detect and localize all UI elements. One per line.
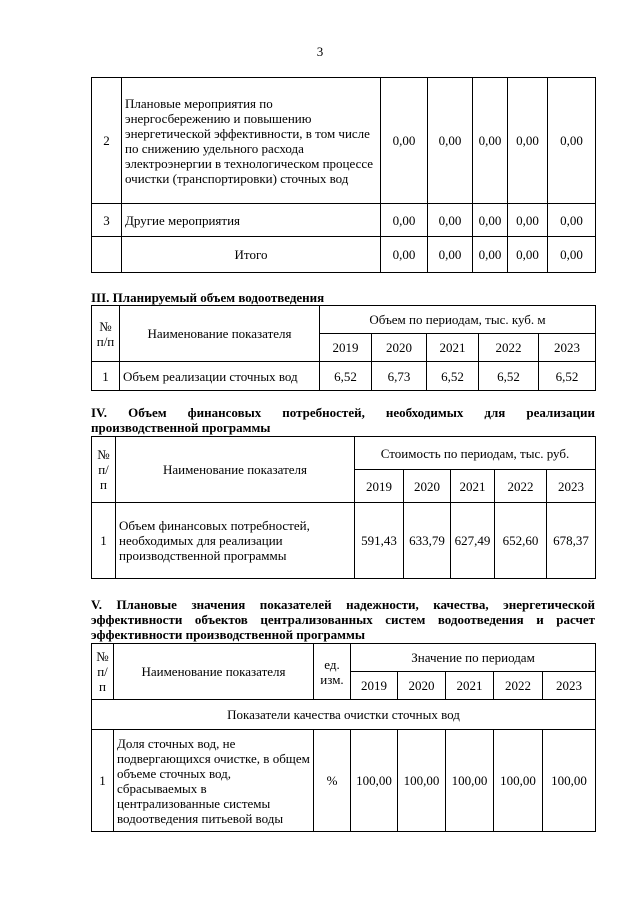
col-name-header: Наименование показателя bbox=[114, 644, 314, 700]
value-cell: 678,37 bbox=[547, 503, 596, 579]
value-cell: 0,00 bbox=[548, 78, 596, 204]
header-row bbox=[92, 644, 596, 672]
year-header: 2023 bbox=[547, 470, 596, 503]
value-cell: 652,60 bbox=[495, 503, 547, 579]
value-cell: 0,00 bbox=[428, 78, 473, 204]
col-num-header: № п/п bbox=[92, 437, 116, 503]
value-cell: 6,52 bbox=[479, 362, 539, 391]
value-cell: 0,00 bbox=[473, 204, 508, 237]
year-header: 2020 bbox=[372, 334, 427, 362]
value-cell: 0,00 bbox=[508, 237, 548, 273]
value-cell: 591,43 bbox=[355, 503, 404, 579]
col-name-header: Наименование показателя bbox=[120, 306, 320, 362]
value-cell: 0,00 bbox=[548, 237, 596, 273]
col-group-header: Стоимость по периодам, тыс. руб. bbox=[355, 437, 596, 470]
section-5-heading-line-3: эффективности производственной программы bbox=[91, 627, 366, 642]
row-name: Объем финансовых потребностей, необходимых для реализации производственной программы bbox=[116, 503, 355, 579]
col-num-header: № п/п bbox=[92, 644, 114, 700]
value-cell: 0,00 bbox=[428, 237, 473, 273]
col-num-header: № п/п bbox=[92, 306, 120, 362]
value-cell: 100,00 bbox=[446, 730, 494, 832]
drainage-volume-table bbox=[91, 305, 596, 391]
section-5-heading-line-2: эффективности объектов централизованных систем водоотведения и расчет bbox=[91, 612, 595, 627]
unit-cell: % bbox=[314, 730, 351, 832]
row-number: 1 bbox=[92, 730, 114, 832]
header-row bbox=[92, 306, 596, 334]
col-unit-header: ед. изм. bbox=[314, 644, 351, 700]
page-number: 3 bbox=[316, 44, 324, 59]
header-row bbox=[92, 437, 596, 470]
value-cell: 0,00 bbox=[473, 78, 508, 204]
row-number bbox=[92, 237, 122, 273]
year-header: 2023 bbox=[539, 334, 596, 362]
col-group-header: Значение по периодам bbox=[351, 644, 596, 672]
subheader: Показатели качества очистки сточных вод bbox=[92, 700, 596, 730]
value-cell: 0,00 bbox=[548, 204, 596, 237]
year-header: 2019 bbox=[320, 334, 372, 362]
col-name-header: Наименование показателя bbox=[116, 437, 355, 503]
subheader-row bbox=[92, 700, 596, 730]
table-row bbox=[92, 204, 596, 237]
value-cell: 633,79 bbox=[404, 503, 451, 579]
row-name: Доля сточных вод, не подвергающихся очистке, в общем объеме сточных вод, сбрасываемых в централизованные системы водоотведения питьевой воды bbox=[114, 730, 314, 832]
row-number: 1 bbox=[92, 503, 116, 579]
year-header: 2020 bbox=[404, 470, 451, 503]
year-header: 2022 bbox=[479, 334, 539, 362]
value-cell: 100,00 bbox=[398, 730, 446, 832]
row-number: 1 bbox=[92, 362, 120, 391]
section-3-heading: III. Планируемый объем водоотведения bbox=[91, 290, 325, 305]
value-cell: 0,00 bbox=[381, 204, 428, 237]
value-cell: 0,00 bbox=[508, 204, 548, 237]
activities-table bbox=[91, 77, 596, 273]
total-label: Итого bbox=[122, 237, 381, 273]
value-cell: 6,52 bbox=[427, 362, 479, 391]
row-name: Другие мероприятия bbox=[122, 204, 381, 237]
row-name: Плановые мероприятия по энергосбережению и повышению энергетической эффективности, в том числе по снижению удельного расхода электроэнергии в технологическом процессе очистки (транспортировки) сточных вод bbox=[122, 78, 381, 204]
row-number: 3 bbox=[92, 204, 122, 237]
year-header: 2021 bbox=[446, 672, 494, 700]
table-row bbox=[92, 503, 596, 579]
total-row bbox=[92, 237, 596, 273]
value-cell: 0,00 bbox=[381, 78, 428, 204]
value-cell: 0,00 bbox=[428, 204, 473, 237]
section-4-heading-line-2: производственной программы bbox=[91, 420, 271, 435]
year-header: 2019 bbox=[355, 470, 404, 503]
value-cell: 6,73 bbox=[372, 362, 427, 391]
row-number: 2 bbox=[92, 78, 122, 204]
year-header: 2020 bbox=[398, 672, 446, 700]
table-row bbox=[92, 362, 596, 391]
row-name: Объем реализации сточных вод bbox=[120, 362, 320, 391]
value-cell: 100,00 bbox=[351, 730, 398, 832]
value-cell: 100,00 bbox=[543, 730, 596, 832]
value-cell: 0,00 bbox=[381, 237, 428, 273]
value-cell: 6,52 bbox=[320, 362, 372, 391]
table-row bbox=[92, 730, 596, 832]
year-header: 2021 bbox=[427, 334, 479, 362]
value-cell: 627,49 bbox=[451, 503, 495, 579]
value-cell: 6,52 bbox=[539, 362, 596, 391]
section-5-heading-line-1: V. Плановые значения показателей надежности, качества, энергетической bbox=[91, 597, 595, 612]
section-4-heading-line-1: IV. Объем финансовых потребностей, необходимых для реализации bbox=[91, 405, 595, 420]
year-header: 2019 bbox=[351, 672, 398, 700]
year-header: 2022 bbox=[495, 470, 547, 503]
year-header: 2023 bbox=[543, 672, 596, 700]
col-group-header: Объем по периодам, тыс. куб. м bbox=[320, 306, 596, 334]
year-header: 2021 bbox=[451, 470, 495, 503]
year-header: 2022 bbox=[494, 672, 543, 700]
value-cell: 0,00 bbox=[473, 237, 508, 273]
value-cell: 100,00 bbox=[494, 730, 543, 832]
table-row bbox=[92, 78, 596, 204]
financial-needs-table bbox=[91, 436, 596, 579]
quality-indicators-table bbox=[91, 643, 596, 832]
value-cell: 0,00 bbox=[508, 78, 548, 204]
